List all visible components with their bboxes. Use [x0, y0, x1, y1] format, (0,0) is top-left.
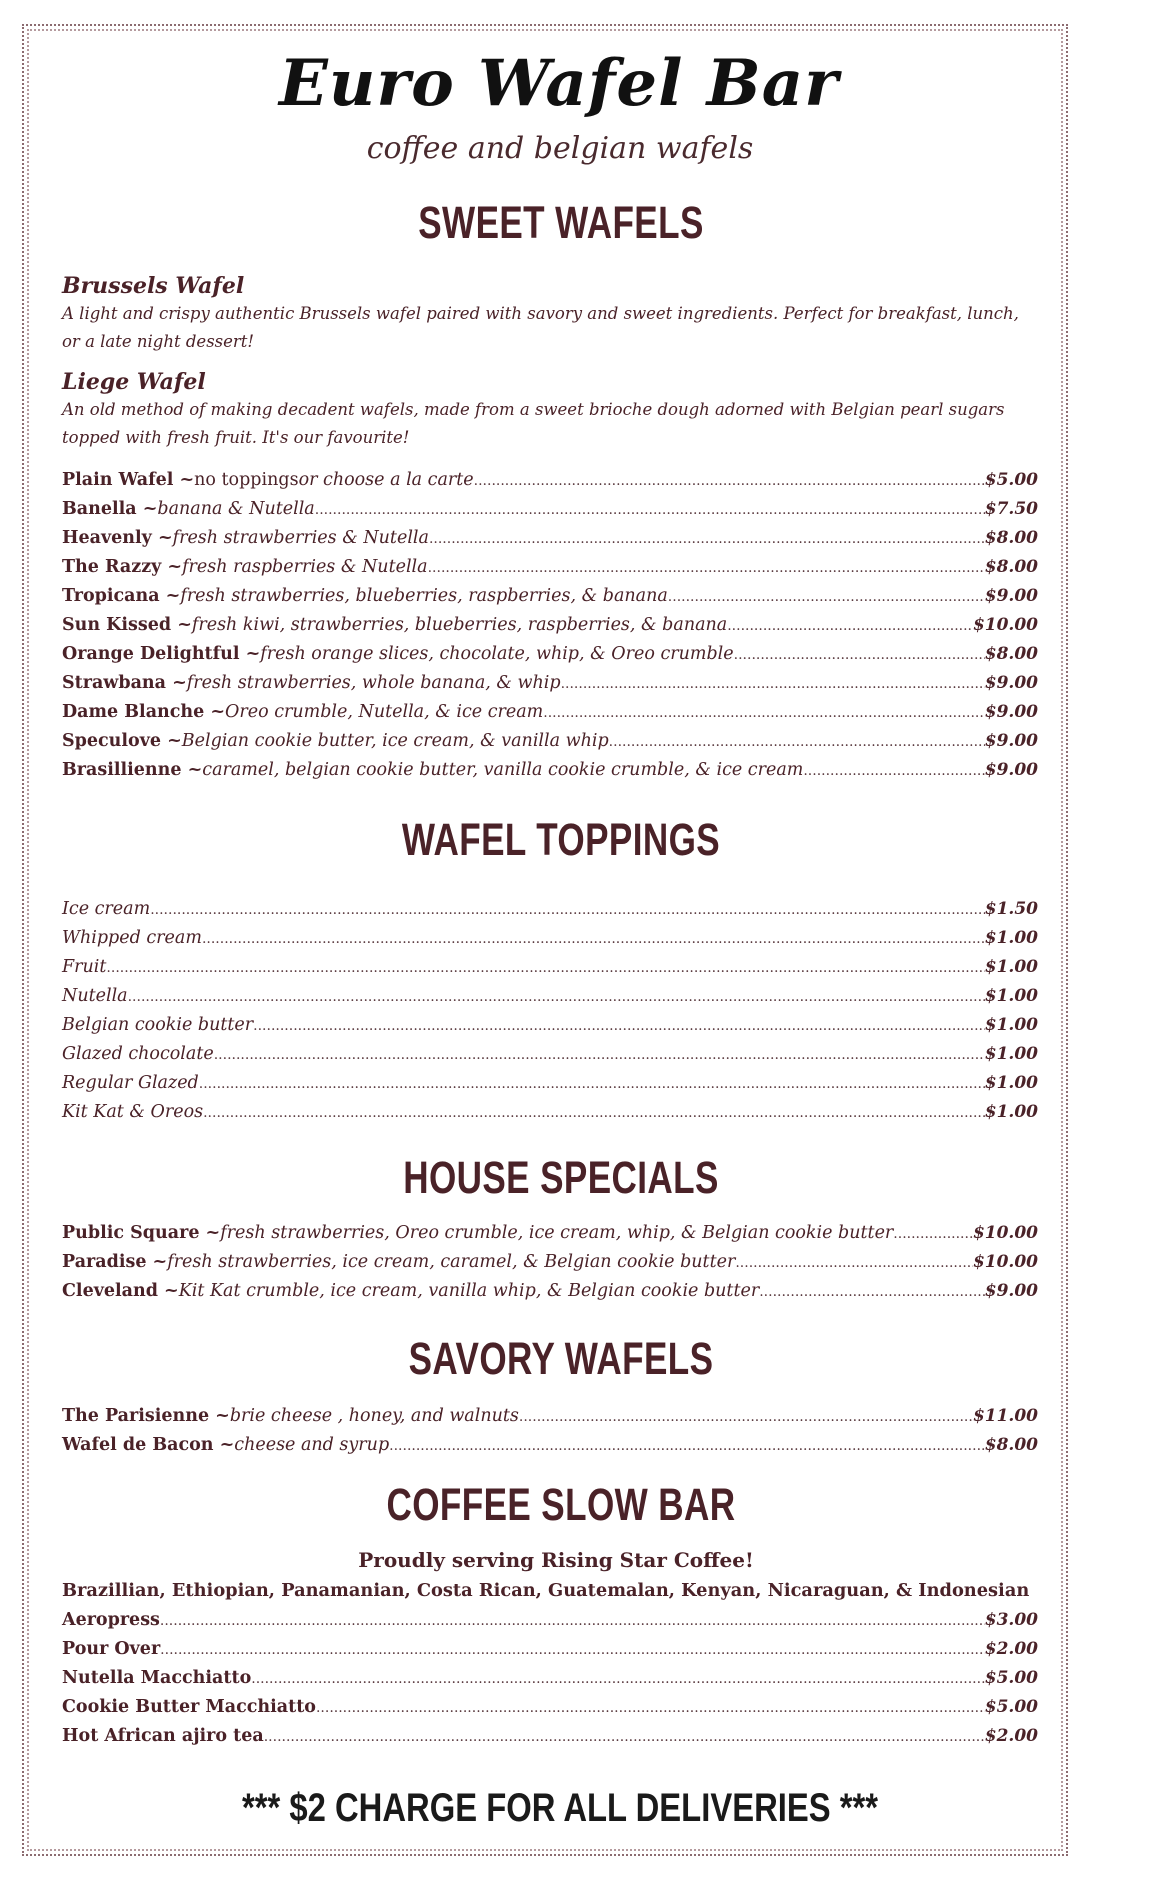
topping-item [62, 953, 1038, 982]
leader-dots [199, 1070, 985, 1099]
leader-dots [251, 1665, 985, 1694]
item-note: fresh strawberries, whole banana, & whip [186, 673, 561, 693]
item-price: $1.00 [984, 1044, 1038, 1064]
topping-item [62, 895, 1038, 924]
item-note: fresh raspberries & Nutella [182, 557, 428, 577]
item-name: Cleveland ~ [62, 1281, 179, 1301]
leader-dots [264, 1723, 985, 1752]
item-note: fresh kiwi, strawberries, blueberries, raspberries, & banana [191, 615, 728, 635]
item-price: $1.50 [984, 899, 1038, 919]
menu-item [62, 611, 1038, 640]
item-note: fresh strawberries, ice cream, caramel, & Belgian cookie butter [167, 1252, 736, 1272]
leader-dots [543, 699, 985, 728]
menu-item [62, 756, 1038, 785]
savory-wafels-heading: SAVORY WAFELS [408, 1333, 714, 1384]
item-price: $8.00 [984, 528, 1038, 548]
item-price: $1.00 [984, 1015, 1038, 1035]
item-price: $10.00 [972, 615, 1038, 635]
item-price: $5.00 [984, 1668, 1038, 1688]
item-name: Whipped cream [62, 928, 202, 948]
topping-item [62, 982, 1038, 1011]
item-note-plain: no toppings [194, 470, 299, 490]
item-name: Strawbana ~ [62, 673, 187, 693]
menu-item [62, 1248, 1038, 1277]
item-name: Aeropress [62, 1610, 160, 1630]
wafel-style-name: Brussels Wafel [62, 273, 245, 299]
coffee-item [62, 1635, 1038, 1664]
item-name: Nutella [62, 986, 128, 1006]
item-name: Public Square ~ [62, 1223, 221, 1243]
leader-dots [106, 954, 984, 983]
leader-dots [474, 467, 985, 496]
leader-dots [668, 583, 985, 612]
item-price: $9.00 [984, 1281, 1038, 1301]
item-name: Glazed chocolate [62, 1044, 214, 1064]
item-name: Plain Wafel ~ [62, 470, 195, 490]
savory-wafels-list [62, 1402, 1038, 1460]
item-name: Pour Over [62, 1639, 161, 1659]
item-name: The Parisienne ~ [62, 1406, 230, 1426]
menu-item [62, 727, 1038, 756]
item-note: fresh strawberries, blueberries, raspberries, & banana [180, 586, 668, 606]
item-price: $8.00 [984, 1435, 1038, 1455]
item-price: $11.00 [972, 1406, 1038, 1426]
item-name: Belgian cookie butter [62, 1015, 254, 1035]
item-price: $3.00 [984, 1610, 1038, 1630]
leader-dots [202, 925, 985, 954]
menu-item [62, 466, 1038, 495]
leader-dots [609, 728, 985, 757]
item-name: Kit Kat & Oreos [62, 1102, 204, 1122]
menu-item [62, 1219, 1038, 1248]
topping-item [62, 1069, 1038, 1098]
topping-item [62, 1011, 1038, 1040]
item-price: $9.00 [984, 760, 1038, 780]
coffee-slow-bar-heading: COFFEE SLOW BAR [386, 1479, 736, 1530]
leader-dots [160, 1607, 985, 1636]
item-price: $5.00 [984, 1697, 1038, 1717]
item-note: fresh orange slices, chocolate, whip, & Oreo crumble [260, 644, 734, 664]
coffee-item [62, 1693, 1038, 1722]
leader-dots [203, 1099, 985, 1128]
topping-item [62, 1098, 1038, 1127]
item-price: $9.00 [984, 731, 1038, 751]
coffee-item [62, 1606, 1038, 1635]
item-price: $1.00 [984, 986, 1038, 1006]
leader-dots [150, 896, 985, 925]
leader-dots [735, 1249, 973, 1278]
item-price: $9.00 [984, 702, 1038, 722]
toppings-list [62, 895, 1038, 1127]
item-price: $2.00 [984, 1726, 1038, 1746]
sweet-wafels-heading: SWEET WAFELS [418, 197, 704, 248]
item-name: Ice cream [62, 899, 151, 919]
item-note: fresh strawberries & Nutella [172, 528, 429, 548]
menu-item [62, 698, 1038, 727]
item-price: $7.50 [984, 499, 1038, 519]
menu-item [62, 669, 1038, 698]
menu-subtitle: coffee and belgian wafels [366, 131, 754, 166]
item-price: $8.00 [984, 557, 1038, 577]
item-note: or choose a la carte [298, 470, 474, 490]
item-name: Regular Glazed [62, 1073, 199, 1093]
item-name: Nutella Macchiatto [62, 1668, 252, 1688]
leader-dots [160, 1636, 985, 1665]
topping-item [62, 924, 1038, 953]
menu-item [62, 582, 1038, 611]
item-note: Kit Kat crumble, ice cream, vanilla whip, & Belgian cookie butter [178, 1281, 760, 1301]
item-price: $9.00 [984, 673, 1038, 693]
item-name: Sun Kissed ~ [62, 615, 192, 635]
item-name: Paradise ~ [62, 1252, 168, 1272]
house-specials-heading: HOUSE SPECIALS [403, 1152, 719, 1203]
menu-item [62, 524, 1038, 553]
leader-dots [128, 983, 985, 1012]
item-name: Dame Blanche ~ [62, 702, 226, 722]
leader-dots [389, 1432, 985, 1461]
wafel-style-brussels [62, 272, 1038, 356]
menu-item [62, 640, 1038, 669]
wafel-style-name: Liege Wafel [62, 369, 206, 395]
leader-dots [893, 1220, 973, 1249]
coffee-item [62, 1722, 1038, 1751]
item-note: brie cheese , honey, and walnuts [229, 1406, 519, 1426]
coffee-list [62, 1606, 1038, 1751]
item-name: Cookie Butter Macchiatto [62, 1697, 316, 1717]
leader-dots [734, 641, 985, 670]
topping-item [62, 1040, 1038, 1069]
item-name: Heavenly ~ [62, 528, 173, 548]
leader-dots [253, 1012, 985, 1041]
item-note: fresh strawberries, Oreo crumble, ice cream, whip, & Belgian cookie butter [220, 1223, 894, 1243]
leader-dots [561, 670, 985, 699]
item-name: Banella ~ [62, 499, 158, 519]
leader-dots [315, 496, 985, 525]
item-price: $9.00 [984, 586, 1038, 606]
item-price: $8.00 [984, 644, 1038, 664]
item-name: Brasillienne ~ [62, 760, 203, 780]
house-specials-list [62, 1219, 1038, 1306]
sweet-wafels-list [62, 466, 1038, 785]
leader-dots [727, 612, 973, 641]
item-price: $10.00 [972, 1252, 1038, 1272]
menu-item [62, 1277, 1038, 1306]
leader-dots [316, 1694, 985, 1723]
menu [62, 40, 1038, 1837]
item-name: Tropicana ~ [62, 586, 181, 606]
coffee-origins: Brazillian, Ethiopian, Panamanian, Costa Rican, Guatemalan, Kenyan, Nicaraguan, & Indonesian [62, 1580, 1030, 1601]
item-price: $10.00 [972, 1223, 1038, 1243]
item-note: Belgian cookie butter, ice cream, & vanilla whip [181, 731, 609, 751]
item-note: caramel, belgian cookie butter, vanilla cookie crumble, & ice cream [202, 760, 804, 780]
leader-dots [519, 1403, 973, 1432]
item-price: $1.00 [984, 1073, 1038, 1093]
wafel-style-liege [62, 368, 1038, 452]
leader-dots [214, 1041, 985, 1070]
menu-item [62, 553, 1038, 582]
menu-item [62, 1402, 1038, 1431]
wafel-style-description: A light and crispy authentic Brussels wafel paired with savory and sweet ingredients. Perfect for breakfast, lunch, or a late night dessert! [62, 304, 1019, 351]
leader-dots [759, 1278, 985, 1307]
coffee-item [62, 1664, 1038, 1693]
delivery-charge-note: *** $2 CHARGE FOR ALL DELIVERIES *** [241, 1786, 879, 1830]
menu-title: Euro Wafel Bar [279, 46, 839, 121]
item-price: $1.00 [984, 928, 1038, 948]
item-price: $1.00 [984, 957, 1038, 977]
leader-dots [803, 757, 984, 786]
item-note: banana & Nutella [157, 499, 315, 519]
item-note: Oreo crumble, Nutella, & ice cream [225, 702, 544, 722]
leader-dots [428, 554, 985, 583]
item-name: Fruit [62, 957, 107, 977]
item-name: Speculove ~ [62, 731, 182, 751]
wafel-style-description: An old method of making decadent wafels, made from a sweet brioche dough adorned with Belgian pearl sugars topped with fresh fruit. It's our favourite! [62, 400, 1005, 447]
item-name: Hot African ajiro tea [62, 1726, 264, 1746]
menu-item [62, 495, 1038, 524]
item-name: The Razzy ~ [62, 557, 183, 577]
item-name: Orange Delightful ~ [62, 644, 261, 664]
leader-dots [429, 525, 985, 554]
item-price: $5.00 [984, 470, 1038, 490]
item-note: cheese and syrup [234, 1435, 390, 1455]
item-price: $2.00 [984, 1639, 1038, 1659]
menu-item [62, 1431, 1038, 1460]
item-price: $1.00 [984, 1102, 1038, 1122]
wafel-toppings-heading: WAFEL TOPPINGS [401, 814, 721, 865]
item-name: Wafel de Bacon ~ [62, 1435, 235, 1455]
coffee-lead: Proudly serving Rising Star Coffee! [358, 1548, 754, 1572]
